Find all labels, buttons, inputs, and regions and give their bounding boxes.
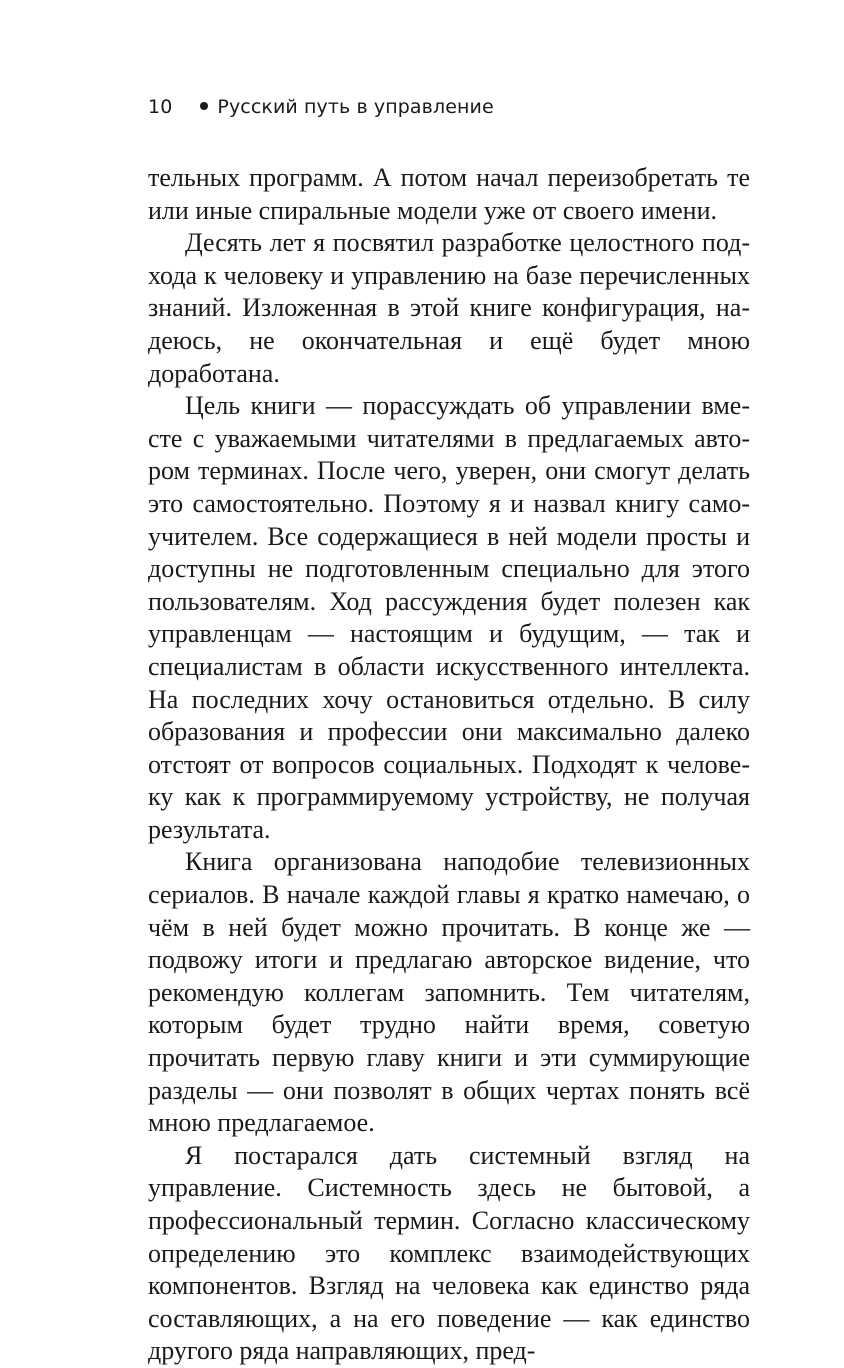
- running-header: [148, 96, 494, 118]
- running-title: Русский путь в управление: [217, 96, 494, 118]
- paragraph-1: тельных программ. А потом начал переизобретать те или иные спиральные модели уже от своего имени.: [148, 163, 750, 225]
- paragraph-3: Цель книги — порассуждать об управлении вместе с уважаемыми читателями в предлагаемых автором терминах. После чего, уверен, они смогут делать это самостоятельно. Поэтому я и назвал книгу самоучителем. Все содержащиеся в ней модели просты и доступны не подготовленным специально для этого пользователям. Ход рассуждения будет полезен как управленцам — настоящим и будущим, — так и специалистам в области искусственного интеллекта. На последних хочу остановиться отдельно. В силу образования и профессии они максимально далеко отстоят от вопросов социальных. Подходят к человеку как к программируемому устройству, не получая результата.: [148, 391, 750, 844]
- paragraph-5: Я постарался дать системный взгляд на управление. Системность здесь не бытовой, а профессиональный термин. Согласно классическому определению это комплекс взаимодействующих компонентов. Взгляд на человека как единство ряда составляющих, а на его поведение — как единство другого ряда направляющих, пред-: [148, 1140, 750, 1366]
- paragraph-2: Десять лет я посвятил разработке целостного подхода к человеку и управлению на базе перечисленных знаний. Изложенная в этой книге конфигурация, надеюсь, не окончательная и ещё будет мною доработана.: [148, 228, 750, 388]
- bullet-icon: [200, 102, 208, 110]
- body-text: [148, 162, 750, 1368]
- page-number: 10: [148, 96, 173, 118]
- paragraph-4: Книга организована наподобие телевизионных сериалов. В начале каждой главы я кратко намечаю, о чём в ней будет можно прочитать. В конце же — подвожу итоги и предлагаю авторское видение, что рекомендую коллегам запомнить. Тем читателям, которым будет трудно найти время, советую прочитать первую главу книги и эти суммирующие разделы — они позволят в общих чертах понять всё мною предлагаемое.: [148, 847, 750, 1138]
